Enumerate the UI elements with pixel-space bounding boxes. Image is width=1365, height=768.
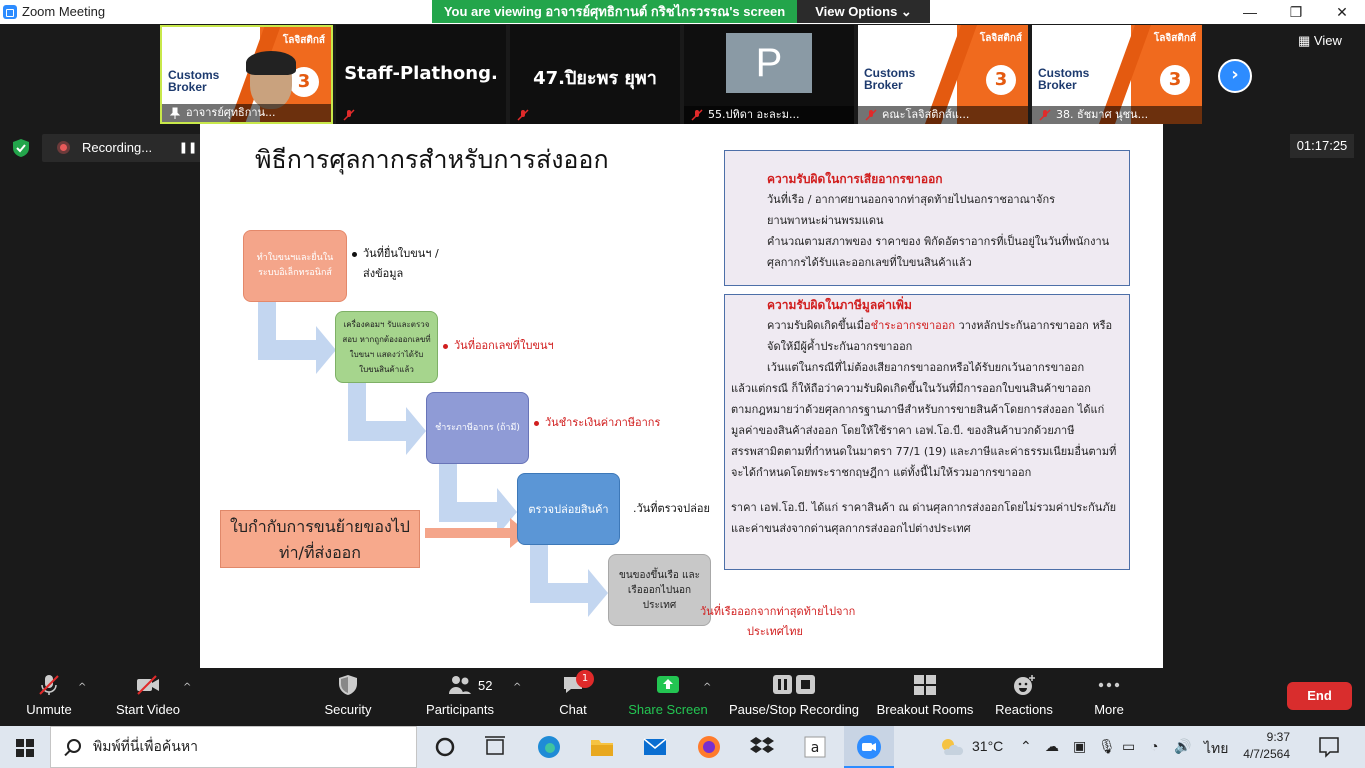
share-screen-label: Share Screen	[628, 702, 708, 717]
system-clock[interactable]	[1238, 729, 1290, 763]
participant-tile[interactable]	[858, 25, 1028, 124]
export-duty-liability-panel	[724, 150, 1130, 286]
doc-arrow	[425, 518, 528, 548]
pause-recording-button[interactable]: ❚❚	[174, 134, 202, 162]
note-departure-date: วันที่เรือออกจากท่าสุดท้ายไปจาก ประเทศไทย	[700, 605, 856, 638]
maximize-button[interactable]: ❐	[1289, 4, 1303, 20]
poster-logistics-text: โลจิสติกส์	[1153, 33, 1196, 44]
poster-round-number: 3	[986, 65, 1016, 95]
participant-name: อาจารย์ศุทธิกาน...	[162, 104, 331, 122]
flow-arrow	[439, 464, 517, 536]
poster-round-number: 3	[1160, 65, 1190, 95]
search-icon	[67, 739, 81, 753]
weather-temperature[interactable]: 31°C	[972, 738, 1004, 754]
participant-tile[interactable]	[510, 25, 680, 124]
breakout-label: Breakout Rooms	[876, 702, 974, 717]
mic-muted-icon	[343, 109, 355, 121]
file-explorer-icon[interactable]	[589, 734, 615, 760]
clock-time: 9:37	[1266, 730, 1290, 744]
participant-tile[interactable]	[1032, 25, 1202, 124]
flow-arrow	[348, 383, 426, 455]
security-label: Security	[324, 702, 372, 717]
panel-line: และค่าขนส่งจากด่านศุลกากรส่งออกไปต่างประเทศ	[731, 522, 971, 535]
poster-course-title: Customs Broker	[1038, 66, 1090, 92]
breakout-rooms-icon	[913, 674, 937, 696]
participant-name: 55.ปทิดา อะละม...	[684, 106, 854, 124]
zoom-app-icon	[3, 5, 17, 19]
participant-big-name: Staff-Plathong.	[344, 63, 498, 84]
poster-course-title: Customs Broker	[168, 68, 220, 94]
cortana-icon[interactable]	[432, 734, 458, 760]
mic-muted-icon	[517, 109, 529, 121]
mic-muted-icon	[865, 109, 877, 121]
vat-liability-panel	[724, 294, 1130, 570]
share-screen-icon	[656, 674, 680, 696]
wifi-icon[interactable]: ◔	[1150, 738, 1159, 754]
reactions-smiley-icon	[1012, 674, 1036, 696]
show-hidden-icons-chevron-icon[interactable]: ⌃	[1020, 738, 1032, 754]
slide-title: พิธีการศุลกากรสำหรับการส่งออก	[255, 145, 609, 174]
mail-icon[interactable]	[642, 734, 668, 760]
volume-icon[interactable]: 🔊	[1174, 738, 1192, 754]
panel-line: คำนวณตามสภาพของ ราคาของ พิกัดอัตราอากรที่เป็นอยู่ในวันที่พนักงาน	[767, 235, 1110, 248]
poster-logistics-text: โลจิสติกส์	[282, 35, 325, 46]
panel-heading: ความรับผิดในการเสียอากรขาออก	[767, 172, 943, 186]
document-box: ใบกำกับการขนย้ายของไปท่า/ที่ส่งออก	[220, 510, 420, 568]
window-title: Zoom Meeting	[22, 4, 106, 19]
dropbox-icon[interactable]	[749, 734, 775, 760]
flow-arrow	[530, 545, 608, 617]
participants-icon	[448, 674, 472, 696]
panel-line: ตามกฎหมายว่าด้วยศุลกากรฐานภาษีสำหรับการขายสินค้าโดยการส่งออก ได้แก่	[731, 403, 1105, 416]
participants-label: Participants	[426, 702, 494, 717]
flow-step-3: ชำระภาษีอากร (ถ้ามี)	[426, 392, 529, 464]
panel-line: ศุลกากรได้รับและออกเลขที่ใบขนสินค้าแล้ว	[767, 256, 972, 269]
zoom-taskbar-button[interactable]	[844, 726, 894, 768]
note-release-date: .วันที่ตรวจปล่อย	[633, 502, 710, 515]
participant-tile[interactable]	[336, 25, 506, 124]
panel-line: วันที่เรือ / อากาศยานออกจากท่าสุดท้ายไปนอกราชอาณาจักร	[767, 193, 1056, 206]
task-view-icon[interactable]	[482, 734, 508, 760]
reactions-button[interactable]	[994, 674, 1054, 717]
pause-stop-icon	[772, 674, 816, 696]
participants-caret-icon[interactable]: ^	[513, 682, 522, 693]
view-button[interactable]	[1298, 33, 1342, 49]
pause-stop-recording-button[interactable]	[728, 674, 860, 717]
shared-screen-slide	[200, 124, 1163, 668]
encryption-shield-icon[interactable]	[12, 138, 30, 158]
start-video-label: Start Video	[115, 702, 181, 717]
flow-step-5: ขนของขึ้นเรือ และเรือออกไปนอกประเทศ	[608, 554, 711, 626]
more-label: More	[1094, 702, 1124, 717]
participant-name: 38. ธัชมาศ นุชน...	[1032, 106, 1202, 124]
mic-muted-icon	[691, 109, 703, 121]
participant-name: คณะโลจิสติกส์แ...	[858, 106, 1028, 124]
participant-big-name: 47.ปิยะพร ยุพา	[533, 68, 657, 89]
next-page-arrow-icon[interactable]: ›	[1218, 59, 1252, 93]
flow-arrow	[258, 302, 336, 374]
taskbar-search-box[interactable]	[50, 726, 417, 768]
presenter-face	[250, 57, 292, 109]
minimize-button[interactable]: —	[1243, 4, 1257, 20]
share-screen-button[interactable]	[628, 674, 708, 717]
participant-tile[interactable]	[684, 25, 854, 124]
panel-line: แล้วแต่กรณี ก็ให้ถือว่าความรับผิดเกิดขึ้นในวันที่มีการออกใบขนสินค้าขาออก	[731, 382, 1091, 395]
pause-recording-label: Pause/Stop Recording	[728, 702, 860, 717]
share-options-caret-icon[interactable]: ^	[703, 682, 712, 693]
windows-start-icon[interactable]	[16, 739, 34, 757]
zoom-icon	[856, 734, 882, 760]
participant-tile[interactable]	[160, 25, 333, 124]
svg-text:a: a	[810, 740, 820, 756]
mic-muted-icon	[1039, 109, 1051, 121]
weather-partly-cloudy-icon[interactable]	[938, 735, 964, 759]
mic-muted-icon	[37, 674, 61, 696]
poster-logistics-text: โลจิสติกส์	[979, 33, 1022, 44]
recording-label: Recording...	[82, 140, 153, 155]
note-submission-date: วันที่ยื่นใบขนฯ / ส่งข้อมูล	[352, 244, 439, 284]
meeting-timer: 01:17:25	[1290, 134, 1354, 158]
chat-unread-badge: 1	[576, 670, 594, 688]
clock-date: 4/7/2564	[1243, 747, 1290, 761]
panel-line: จะได้กำหนดโดยพระราชกฤษฎีกา แต่ทั้งนี้ไม่ให้รวมอากรขาออก	[731, 466, 1032, 479]
battery-icon[interactable]: ▭	[1122, 738, 1136, 754]
firefox-icon[interactable]	[696, 734, 722, 760]
flow-step-1: ทำใบขนฯและยื่นในระบบอิเล็กทรอนิกส์	[243, 230, 347, 302]
avatar: P	[726, 33, 812, 93]
view-label: View	[1313, 33, 1342, 48]
panel-line: มูลค่าของสินค้าส่งออก โดยให้ใช้ราคา เอฟ.โอ.บี. ของสินค้าบวกด้วยภาษี	[731, 424, 1075, 437]
security-button[interactable]	[320, 674, 376, 717]
recording-dot-icon	[57, 141, 70, 154]
reactions-label: Reactions	[995, 702, 1053, 717]
unmute-label: Unmute	[26, 702, 72, 717]
viewing-screen-banner: You are viewing อาจารย์ศุทธิกานต์ กริชไกรวรรณ's screen	[432, 0, 797, 23]
panel-heading: ความรับผิดในภาษีมูลค่าเพิ่ม	[767, 298, 912, 312]
breakout-rooms-button[interactable]	[875, 674, 975, 717]
participants-count: 52	[478, 678, 493, 693]
edge-browser-icon[interactable]	[536, 734, 562, 760]
security-shield-icon	[336, 674, 360, 696]
start-video-button[interactable]	[112, 674, 184, 717]
poster-course-title: Customs Broker	[864, 66, 916, 92]
view-options-button[interactable]: View Options ⌄	[797, 0, 930, 23]
flow-step-2: เครื่องคอมฯ รับและตรวจสอบ หากถูกต้องออกเลขที่ใบขนฯ แสดงว่าได้รับใบขนสินค้าแล้ว	[335, 311, 438, 383]
onedrive-cloud-icon[interactable]: ☁	[1045, 738, 1059, 754]
chat-label: Chat	[559, 702, 587, 717]
poster-round-number: 3	[289, 67, 319, 97]
panel-line: ยานพาหนะผ่านพรมแดน	[767, 214, 884, 227]
pin-icon	[169, 107, 181, 119]
note-number-issued-date: วันที่ออกเลขที่ใบขนฯ	[443, 336, 554, 356]
input-language[interactable]: ไทย	[1204, 740, 1229, 756]
device-icon[interactable]: ▣	[1073, 738, 1087, 754]
panel-line: จัดให้มีผู้ค้ำประกันอากรขาออก	[767, 340, 913, 353]
video-options-caret-icon[interactable]: ^	[183, 682, 192, 693]
panel-line: สรรพสามิตตามที่กำหนดในมาตรา 77/1 (19) และภาษีและค่าธรรมเนียมอื่นตามที่	[731, 445, 1117, 458]
unmute-button[interactable]	[22, 674, 76, 717]
panel-line: ราคา เอฟ.โอ.บี. ได้แก่ ราคาสินค้า ณ ด่านศุลกากรส่งออกโดยไม่รวมค่าประกันภัย	[731, 501, 1117, 514]
more-dots-icon	[1097, 674, 1121, 696]
flow-step-4: ตรวจปล่อยสินค้า	[517, 473, 620, 545]
more-button[interactable]	[1090, 674, 1128, 717]
panel-line: เว้นแต่ในกรณีที่ไม่ต้องเสียอากรขาออกหรือได้รับยกเว้นอากรขาออก	[767, 361, 1085, 374]
video-off-icon	[136, 674, 160, 696]
end-meeting-button[interactable]: End	[1287, 682, 1352, 710]
panel-line: ความรับผิดเกิดขึ้นเมื่อชำระอากรขาออก วางหลักประกันอากรขาออก หรือ	[767, 319, 1113, 332]
microphone-icon[interactable]: 🎙	[1098, 738, 1116, 754]
audio-options-caret-icon[interactable]: ^	[78, 682, 87, 693]
search-placeholder: พิมพ์ที่นี่เพื่อค้นหา	[93, 739, 198, 755]
gallery-icon: ▦	[1298, 33, 1314, 48]
amazon-icon[interactable]	[802, 734, 828, 760]
note-tax-payment-date: วันชำระเงินค่าภาษีอากร	[534, 413, 660, 433]
notification-center-icon[interactable]	[1318, 736, 1340, 758]
close-button[interactable]: ✕	[1336, 4, 1348, 20]
